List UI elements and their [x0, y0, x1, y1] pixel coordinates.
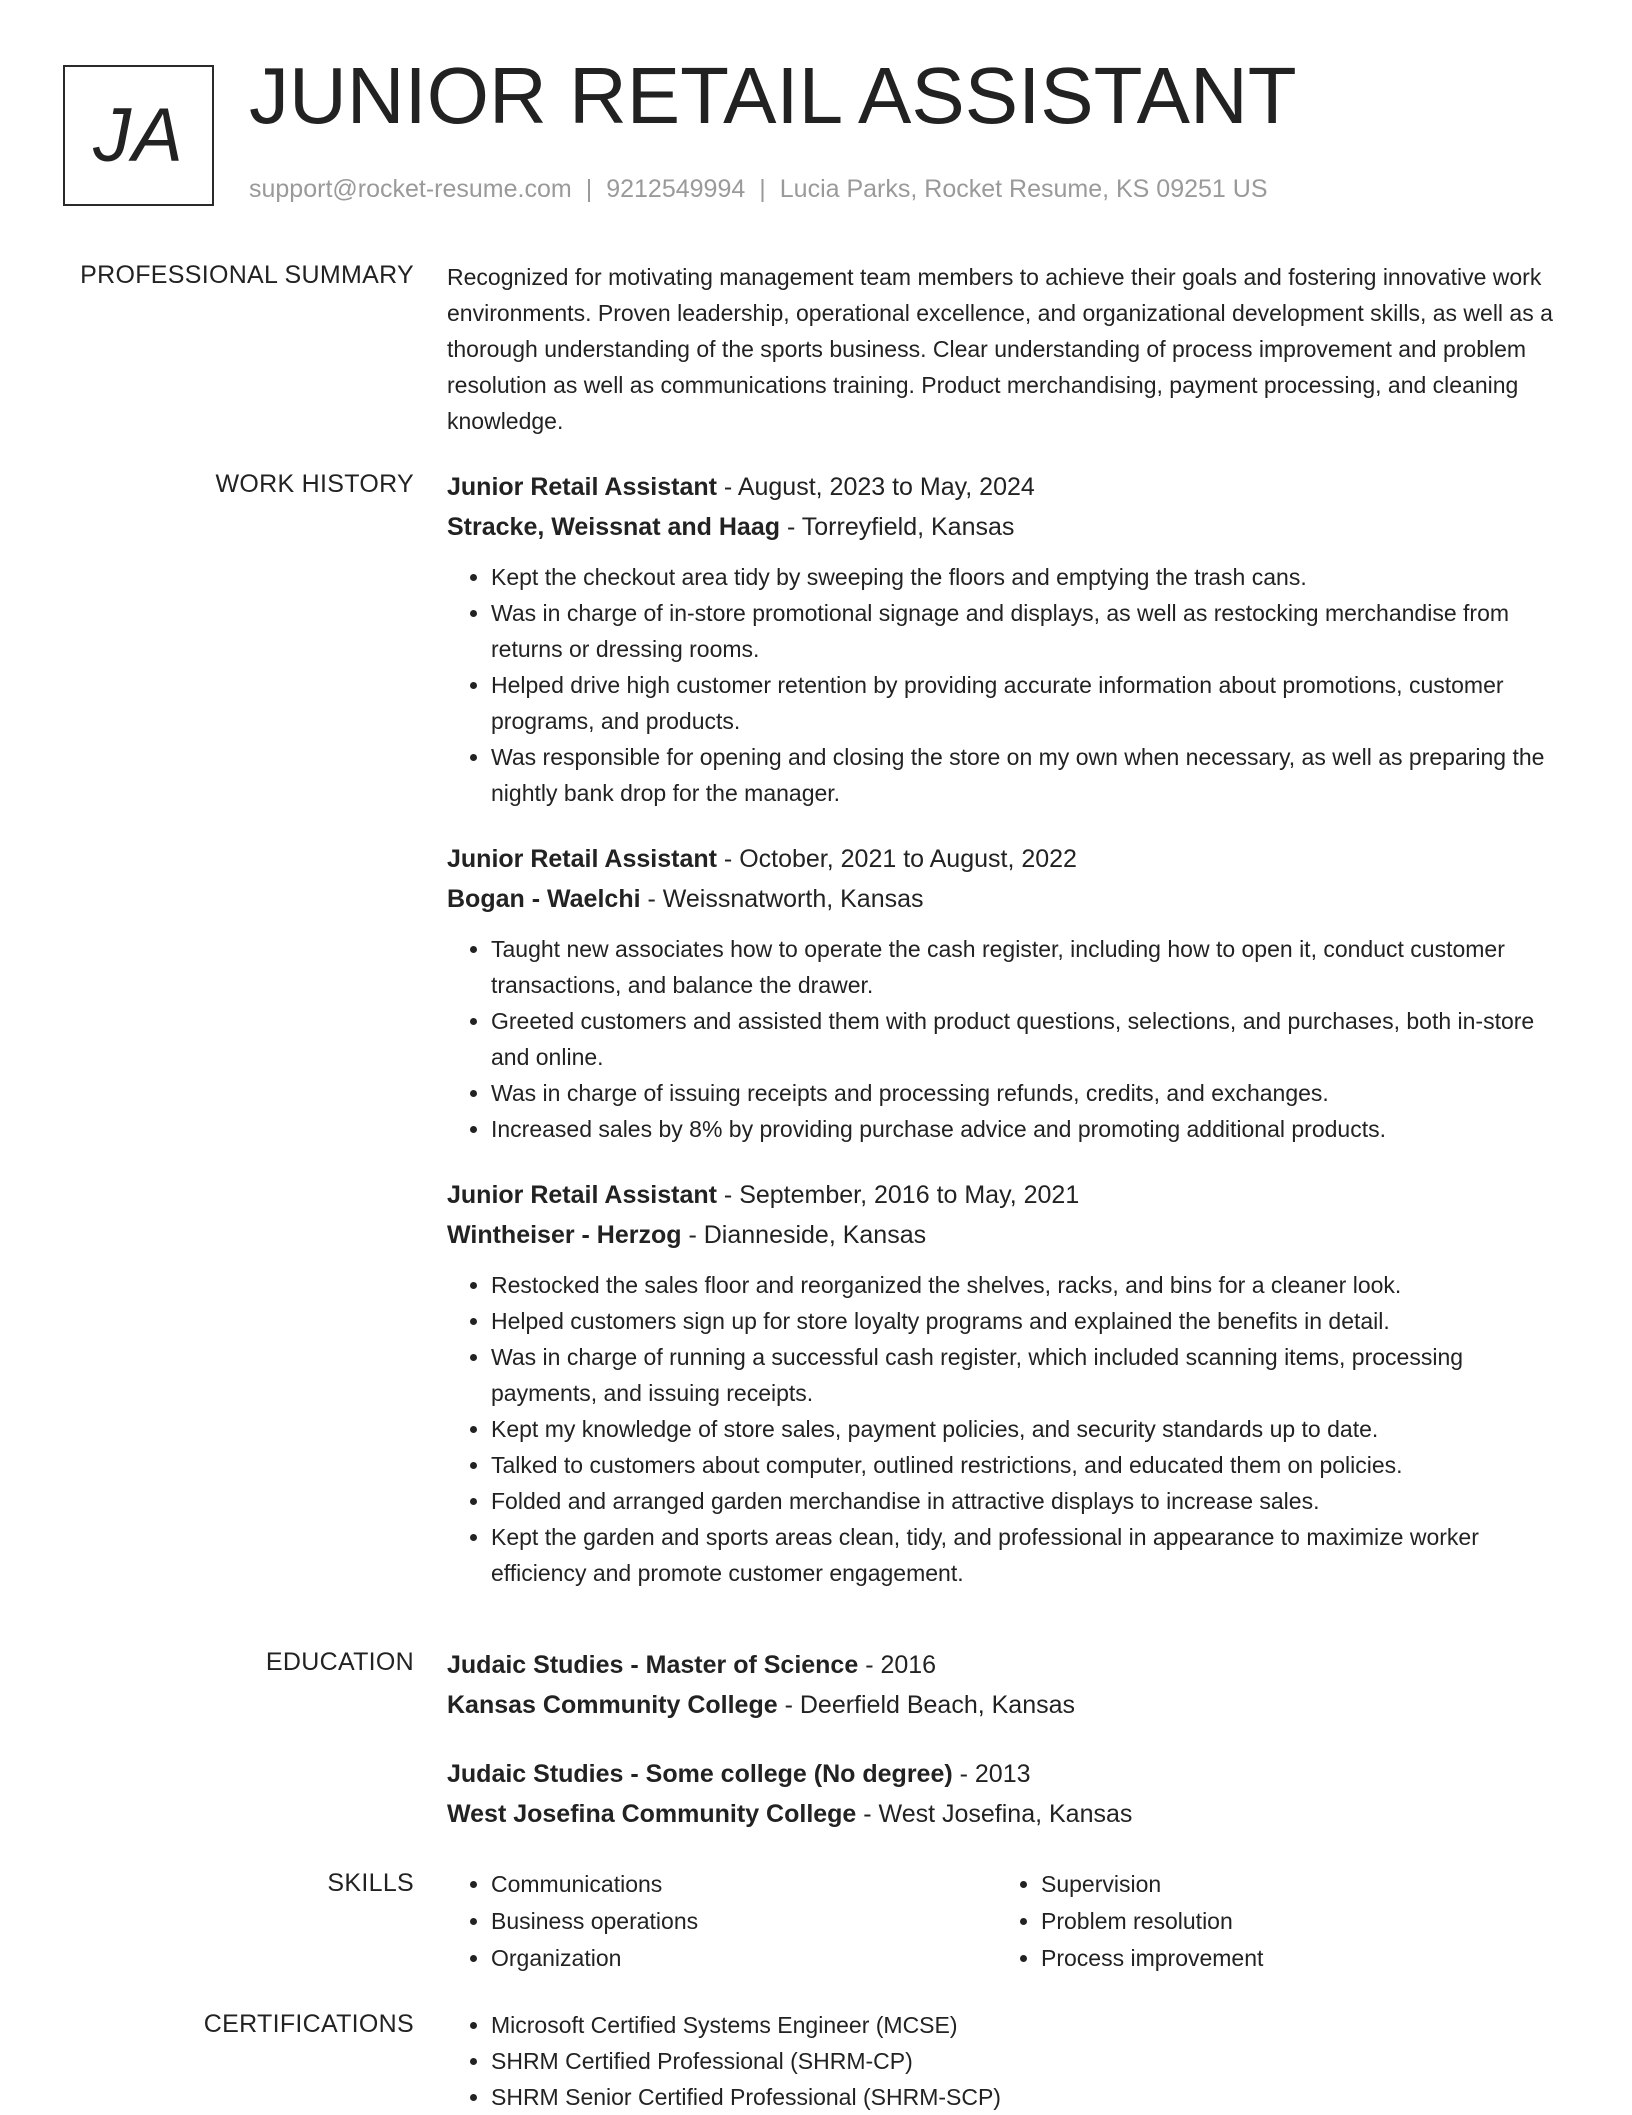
contact-phone: 9212549994 [606, 175, 746, 203]
certification-item: • Microsoft Certified Systems Engineer (MCSE) [491, 2007, 1567, 2043]
contact-address: Lucia Parks, Rocket Resume, KS 09251 US [779, 175, 1268, 203]
job-bullet: • Kept the checkout area tidy by sweeping the floors and emptying the trash cans. [491, 559, 1567, 595]
education-location: - West Josefina, Kansas [856, 1800, 1133, 1828]
contact-email: support@rocket-resume.com [249, 175, 572, 203]
monogram-box [63, 65, 214, 206]
job-bullet: • Talked to customers about computer, outlined restrictions, and educated them on policies. [491, 1447, 1567, 1483]
skill-item: • Business operations [491, 1903, 997, 1940]
job-bullet: • Was in charge of running a successful cash register, which included scanning items, processing payments, and issuing receipts. [491, 1339, 1567, 1411]
job-bullet: • Kept my knowledge of store sales, payment policies, and security standards up to date. [491, 1411, 1567, 1447]
monogram-initials: JA [93, 93, 184, 178]
certifications-list [447, 2007, 1567, 2115]
job-entry [447, 839, 1567, 1147]
job-title-line [447, 1175, 1567, 1215]
education-entry [447, 1754, 1567, 1834]
skill-item: • Problem resolution [1041, 1903, 1547, 1940]
education-school-line [447, 1794, 1567, 1834]
education-degree-line [447, 1754, 1567, 1794]
education-school-line [447, 1685, 1567, 1725]
education-heading: EDUCATION [265, 1648, 414, 1676]
job-bullet: • Helped drive high customer retention by providing accurate information about promotions, customer programs, and products. [491, 667, 1567, 739]
certifications-heading: CERTIFICATIONS [203, 2010, 414, 2038]
education-year: - 2013 [952, 1760, 1031, 1788]
education-degree-line [447, 1645, 1567, 1685]
job-bullet: • Restocked the sales floor and reorganized the shelves, racks, and bins for a cleaner look. [491, 1267, 1567, 1303]
job-location: - Dianneside, Kansas [681, 1221, 927, 1249]
job-bullets [447, 559, 1567, 811]
job-entry [447, 467, 1567, 811]
skills-list [447, 1866, 1567, 1977]
job-company: Stracke, Weissnat and Haag [447, 513, 781, 541]
skill-item: • Communications [491, 1866, 997, 1903]
education-year: - 2016 [858, 1651, 937, 1679]
job-bullet: • Kept the garden and sports areas clean, tidy, and professional in appearance to maximize worker efficiency and promote customer engagement. [491, 1519, 1567, 1591]
job-bullets [447, 1267, 1567, 1591]
contact-line [249, 175, 1268, 204]
job-company-line [447, 1215, 1567, 1255]
job-dates: - September, 2016 to May, 2021 [716, 1181, 1080, 1209]
job-location: - Torreyfield, Kansas [780, 513, 1015, 541]
contact-separator: | [759, 175, 766, 203]
job-dates: - October, 2021 to August, 2022 [716, 845, 1077, 873]
job-bullets [447, 931, 1567, 1147]
certification-item: • SHRM Certified Professional (SHRM-CP) [491, 2043, 1567, 2079]
job-title-line [447, 467, 1567, 507]
job-title: Junior Retail Assistant [447, 473, 717, 501]
education-school: West Josefina Community College [447, 1800, 857, 1828]
certification-item: • SHRM Senior Certified Professional (SHRM-SCP) [491, 2079, 1567, 2115]
skills-column-right [997, 1866, 1547, 1977]
skill-item: • Supervision [1041, 1866, 1547, 1903]
job-title-line [447, 839, 1567, 879]
education-school: Kansas Community College [447, 1691, 778, 1719]
work-history-heading: WORK HISTORY [215, 470, 414, 498]
education-entry [447, 1645, 1567, 1725]
skills-column-left [447, 1866, 997, 1977]
job-title: Junior Retail Assistant [447, 845, 717, 873]
skills-heading: SKILLS [327, 1869, 414, 1897]
job-bullet: • Was responsible for opening and closing the store on my own when necessary, as well as preparing the nightly bank drop for the manager. [491, 739, 1567, 811]
job-dates: - August, 2023 to May, 2024 [716, 473, 1035, 501]
job-bullet: • Helped customers sign up for store loyalty programs and explained the benefits in detail. [491, 1303, 1567, 1339]
job-bullet: • Was in charge of issuing receipts and processing refunds, credits, and exchanges. [491, 1075, 1567, 1111]
job-bullet: • Was in charge of in-store promotional signage and displays, as well as restocking merchandise from returns or dressing rooms. [491, 595, 1567, 667]
job-company-line [447, 879, 1567, 919]
job-location: - Weissnatworth, Kansas [640, 885, 924, 913]
skill-item: • Organization [491, 1940, 997, 1977]
job-bullet: • Increased sales by 8% by providing purchase advice and promoting additional products. [491, 1111, 1567, 1147]
job-entry [447, 1175, 1567, 1591]
certifications-bullets [447, 2007, 1567, 2115]
education-location: - Deerfield Beach, Kansas [777, 1691, 1076, 1719]
job-company-line [447, 507, 1567, 547]
job-title: Junior Retail Assistant [447, 1181, 717, 1209]
education-degree: Judaic Studies - Some college (No degree) [447, 1760, 953, 1788]
skill-item: • Process improvement [1041, 1940, 1547, 1977]
job-company: Bogan - Waelchi [447, 885, 641, 913]
job-bullet: • Taught new associates how to operate the cash register, including how to open it, conduct customer transactions, and balance the drawer. [491, 931, 1567, 1003]
summary-heading: PROFESSIONAL SUMMARY [80, 261, 414, 289]
contact-separator: | [585, 175, 593, 203]
job-bullet: • Folded and arranged garden merchandise in attractive displays to increase sales. [491, 1483, 1567, 1519]
education-degree: Judaic Studies - Master of Science [447, 1651, 859, 1679]
summary-text: Recognized for motivating management team members to achieve their goals and fostering innovative work environments. Proven leadership, operational excellence, and organizational development skills, as well as a thorough understanding of the sports business. Clear understanding of process improvement and problem resolution as well as communications training. Product merchandising, payment processing, and cleaning knowledge. [447, 264, 1553, 434]
job-bullet: • Greeted customers and assisted them with product questions, selections, and purchases, both in-store and online. [491, 1003, 1567, 1075]
job-company: Wintheiser - Herzog [447, 1221, 682, 1249]
resume-title: JUNIOR RETAIL ASSISTANT [249, 51, 1297, 140]
